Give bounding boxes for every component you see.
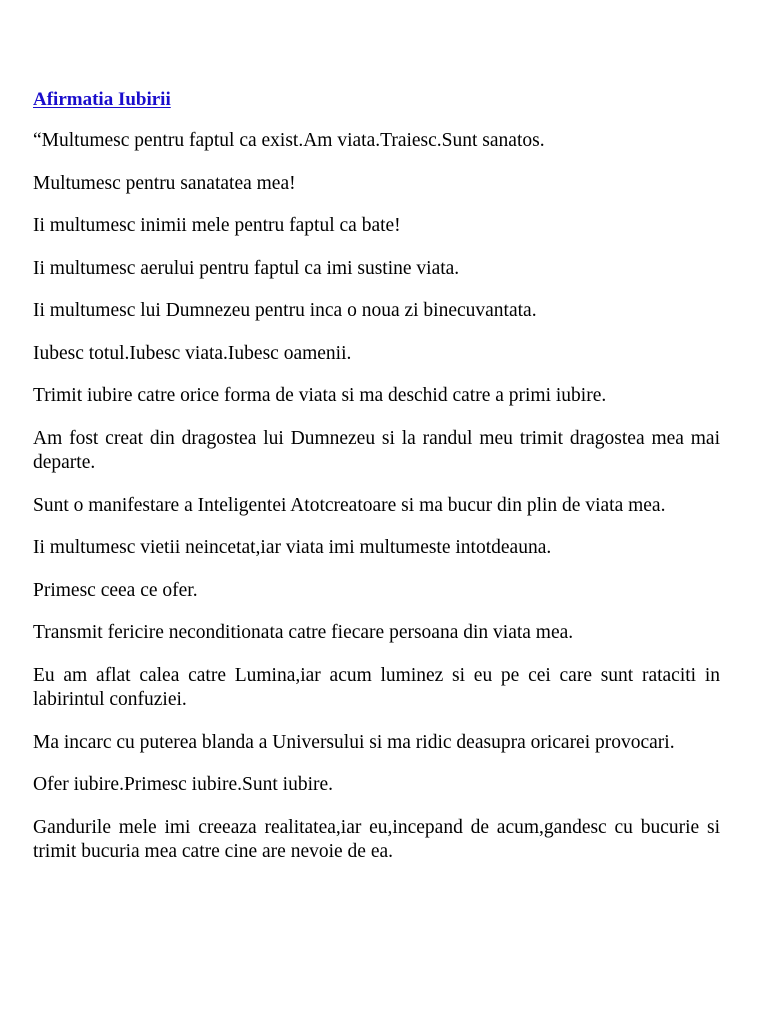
paragraph: Eu am aflat calea catre Lumina,iar acum luminez si eu pe cei care sunt rataciti in labirintul confuziei. <box>33 664 720 710</box>
paragraph: Am fost creat din dragostea lui Dumnezeu si la randul meu trimit dragostea mea mai departe. <box>33 427 720 473</box>
paragraph: Ii multumesc inimii mele pentru faptul ca bate! <box>33 215 401 236</box>
paragraph: Multumesc pentru sanatatea mea! <box>33 172 296 194</box>
document-title <box>33 88 720 112</box>
paragraph: Ma incarc cu puterea blanda a Universului si ma ridic deasupra oricarei provocari. <box>33 731 675 753</box>
paragraph: Ii multumesc vietii neincetat,iar viata imi multumeste intotdeauna. <box>33 537 552 558</box>
paragraph: Iubesc totul.Iubesc viata.Iubesc oamenii. <box>33 342 352 364</box>
paragraph: Transmit fericire neconditionata catre fiecare persoana din viata mea. <box>33 622 574 643</box>
paragraph: Ii multumesc aerului pentru faptul ca imi sustine viata. <box>33 257 460 279</box>
paragraph: Primesc ceea ce ofer. <box>33 579 198 601</box>
paragraph: Gandurile mele imi creeaza realitatea,iar eu,incepand de acum,gandesc cu bucurie si trimit bucuria mea catre cine are nevoie de ea. <box>33 816 720 862</box>
paragraph: Ofer iubire.Primesc iubire.Sunt iubire. <box>33 774 334 795</box>
title-link[interactable]: Afirmatia Iubirii <box>33 89 171 110</box>
paragraph: Trimit iubire catre orice forma de viata si ma deschid catre a primi iubire. <box>33 385 607 406</box>
paragraph: “Multumesc pentru faptul ca exist.Am viata.Traiesc.Sunt sanatos. <box>33 130 545 151</box>
paragraph: Sunt o manifestare a Inteligentei Atotcreatoare si ma bucur din plin de viata mea. <box>33 494 666 516</box>
paragraph: Ii multumesc lui Dumnezeu pentru inca o noua zi binecuvantata. <box>33 300 537 321</box>
